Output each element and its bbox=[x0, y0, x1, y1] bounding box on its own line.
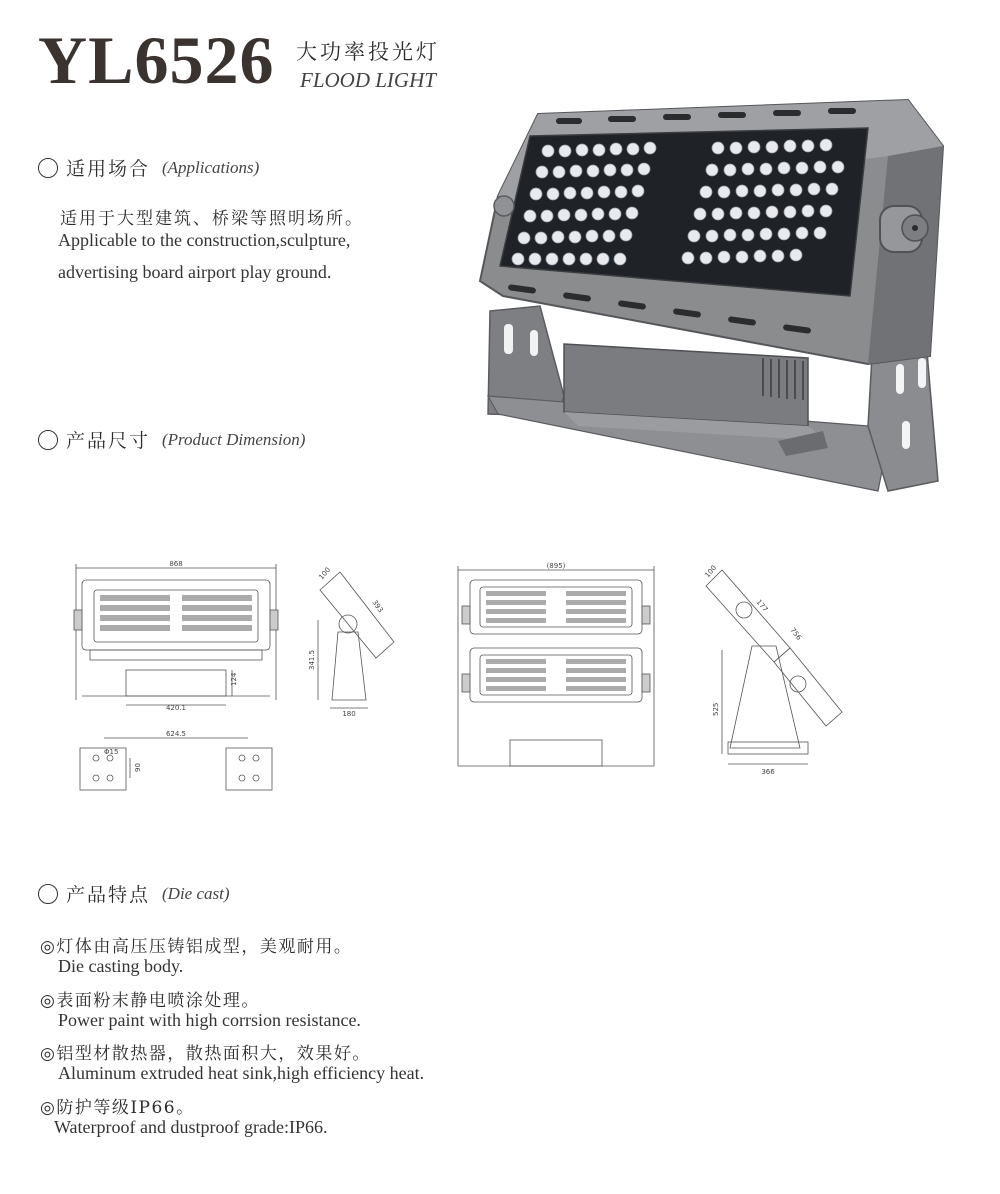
dim-177: 177 bbox=[754, 598, 770, 614]
dim-868: 868 bbox=[169, 560, 183, 568]
dim-90: 90 bbox=[134, 763, 142, 772]
flood-light-product-image bbox=[468, 96, 948, 496]
feature-item-en: Power paint with high corrsion resistance. bbox=[58, 1010, 361, 1030]
applications-text-en-1: Applicable to the construction,sculpture, bbox=[58, 230, 351, 250]
dim-393: 393 bbox=[370, 598, 385, 615]
dim-525: 525 bbox=[712, 702, 720, 716]
model-number: YL6526 bbox=[38, 22, 275, 98]
feature-item-en: Die casting body. bbox=[58, 956, 184, 976]
applications-text-cn: 适用于大型建筑、桥梁等照明场所。 bbox=[60, 209, 364, 229]
dim-756: 756 bbox=[788, 626, 803, 642]
dim-3415: 341.5 bbox=[308, 649, 316, 670]
dim-420: 420.1 bbox=[165, 704, 187, 712]
dim-100: 100 bbox=[317, 565, 333, 582]
product-title-cn: 大功率投光灯 bbox=[296, 40, 440, 64]
dim-6245: 624.5 bbox=[165, 730, 187, 738]
dim-180: 180 bbox=[342, 710, 356, 718]
product-title-en: FLOOD LIGHT bbox=[300, 68, 436, 92]
features-heading-en: (Die cast) bbox=[162, 883, 230, 903]
feature-item-cn: ◎表面粉末静电喷涂处理。 bbox=[40, 991, 260, 1011]
side-view-drawing bbox=[308, 566, 394, 718]
features-heading bbox=[38, 880, 230, 907]
dimension-drawings bbox=[0, 550, 1000, 800]
feature-item-cn: ◎灯体由高压压铸铝成型，美观耐用。 bbox=[40, 937, 353, 957]
feature-item-cn: ◎铝型材散热器，散热面积大，效果好。 bbox=[40, 1044, 371, 1064]
double-front-view-drawing bbox=[458, 562, 654, 766]
circle-icon bbox=[38, 158, 58, 178]
applications-heading-en: (Applications) bbox=[162, 157, 260, 177]
front-view-drawing bbox=[74, 560, 278, 712]
feature-item-cn: ◎防护等级IP66。 bbox=[40, 1098, 195, 1118]
dimension-heading-en: (Product Dimension) bbox=[162, 429, 306, 449]
dim-895: (895) bbox=[546, 562, 566, 570]
circle-icon bbox=[38, 884, 58, 904]
dim-100b: 100 bbox=[703, 563, 719, 580]
dimension-heading bbox=[38, 426, 305, 453]
dim-phi15: Φ15 bbox=[104, 748, 119, 756]
features-heading-cn: 产品特点 bbox=[66, 884, 151, 906]
double-side-view-drawing bbox=[703, 564, 842, 776]
feature-item-en: Aluminum extruded heat sink,high efficiency heat. bbox=[58, 1063, 425, 1083]
applications-heading bbox=[38, 154, 259, 181]
circle-icon bbox=[38, 430, 58, 450]
dim-366: 366 bbox=[761, 768, 775, 776]
base-view-drawing bbox=[80, 730, 272, 790]
applications-text-en-2: advertising board airport play ground. bbox=[58, 262, 332, 282]
dim-124: 124 bbox=[230, 672, 238, 686]
applications-heading-cn: 适用场合 bbox=[66, 158, 151, 180]
feature-item-en: Waterproof and dustproof grade:IP66. bbox=[54, 1117, 328, 1137]
dimension-heading-cn: 产品尺寸 bbox=[66, 430, 151, 452]
